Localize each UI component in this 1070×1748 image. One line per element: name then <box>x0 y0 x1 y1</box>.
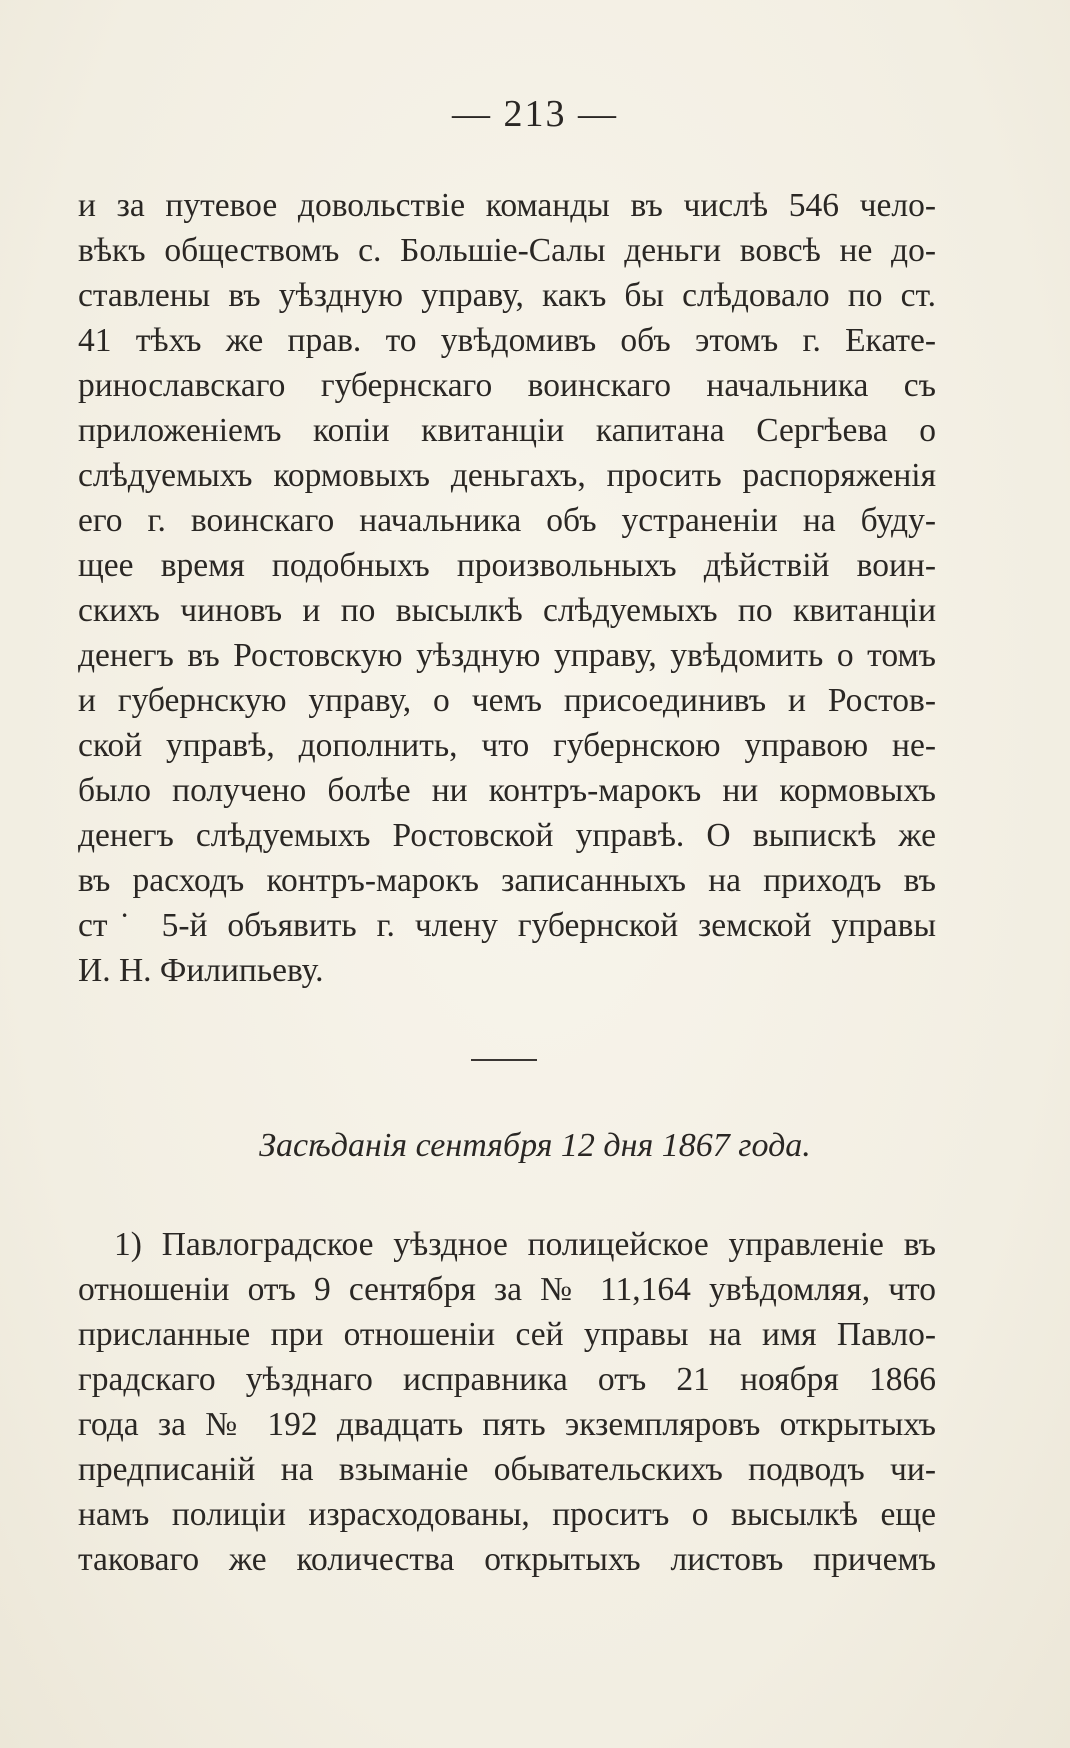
text-line: вѣкъ обществомъ с. Большіе-Салы деньги вовсѣ не до- <box>78 232 936 269</box>
text-line: ской управѣ, дополнить, что губернскою управою не- <box>78 727 936 764</box>
text-line: предписаній на взыманіе обывательскихъ подводъ чи- <box>78 1451 936 1488</box>
text-line: въ расходъ контръ-марокъ записанныхъ на приходъ въ <box>78 862 936 899</box>
text-line: скихъ чиновъ и по высылкѣ слѣдуемыхъ по квитанціи <box>78 592 936 629</box>
text-line: денегъ въ Ростовскую уѣздную управу, увѣдомить о томъ <box>78 637 936 674</box>
text-line: присланные при отношеніи сей управы на имя Павло- <box>78 1316 936 1353</box>
text-line: градскаго уѣзднаго исправника отъ 21 ноября 1866 <box>78 1361 936 1398</box>
text-line: таковаго же количества открытыхъ листовъ причемъ <box>78 1541 936 1578</box>
page-number: — 213 — <box>452 93 618 135</box>
text-line: 1) Павлоградское уѣздное полицейское управленіе въ <box>114 1226 936 1263</box>
section-divider <box>471 1059 537 1061</box>
text-line: И. Н. Филипьеву. <box>78 952 324 989</box>
text-line: и губернскую управу, о чемъ присоединивъ и Ростов- <box>78 682 936 719</box>
paragraph-item-1 <box>78 1222 936 1582</box>
text-line: и за путевое довольствіе команды въ числѣ 546 чело- <box>78 187 936 224</box>
text-line: ринославскаго губернскаго воинскаго начальника съ <box>78 367 936 404</box>
text-line: слѣдуемыхъ кормовыхъ деньгахъ, просить распоряженія <box>78 457 936 494</box>
text-line: ставлены въ уѣздную управу, какъ бы слѣдовало по ст. <box>78 277 936 314</box>
text-line: намъ полиціи израсходованы, проситъ о высылкѣ еще <box>78 1496 936 1533</box>
text-line: 41 тѣхъ же прав. то увѣдомивъ объ этомъ г. Екате- <box>78 322 936 359</box>
text-line: отношеніи отъ 9 сентября за № 11,164 увѣдомляя, что <box>78 1271 936 1308</box>
text-line: года за № 192 двадцать пять экземпляровъ открытыхъ <box>78 1406 936 1443</box>
text-line: щее время подобныхъ произвольныхъ дѣйствій воин- <box>78 547 936 584</box>
paragraph-continuation <box>78 183 936 993</box>
text-line: его г. воинскаго начальника объ устраненіи на буду- <box>78 502 936 539</box>
text-line: ст˙ 5-й объявить г. члену губернской земской управы <box>78 907 936 944</box>
text-line: приложеніемъ копіи квитанціи капитана Сергѣева о <box>78 412 936 449</box>
section-heading: Засѣданія сентября 12 дня 1867 года. <box>259 1127 811 1164</box>
text-line: денегъ слѣдуемыхъ Ростовской управѣ. О выпискѣ же <box>78 817 936 854</box>
text-line: было получено болѣе ни контръ-марокъ ни кормовыхъ <box>78 772 936 809</box>
